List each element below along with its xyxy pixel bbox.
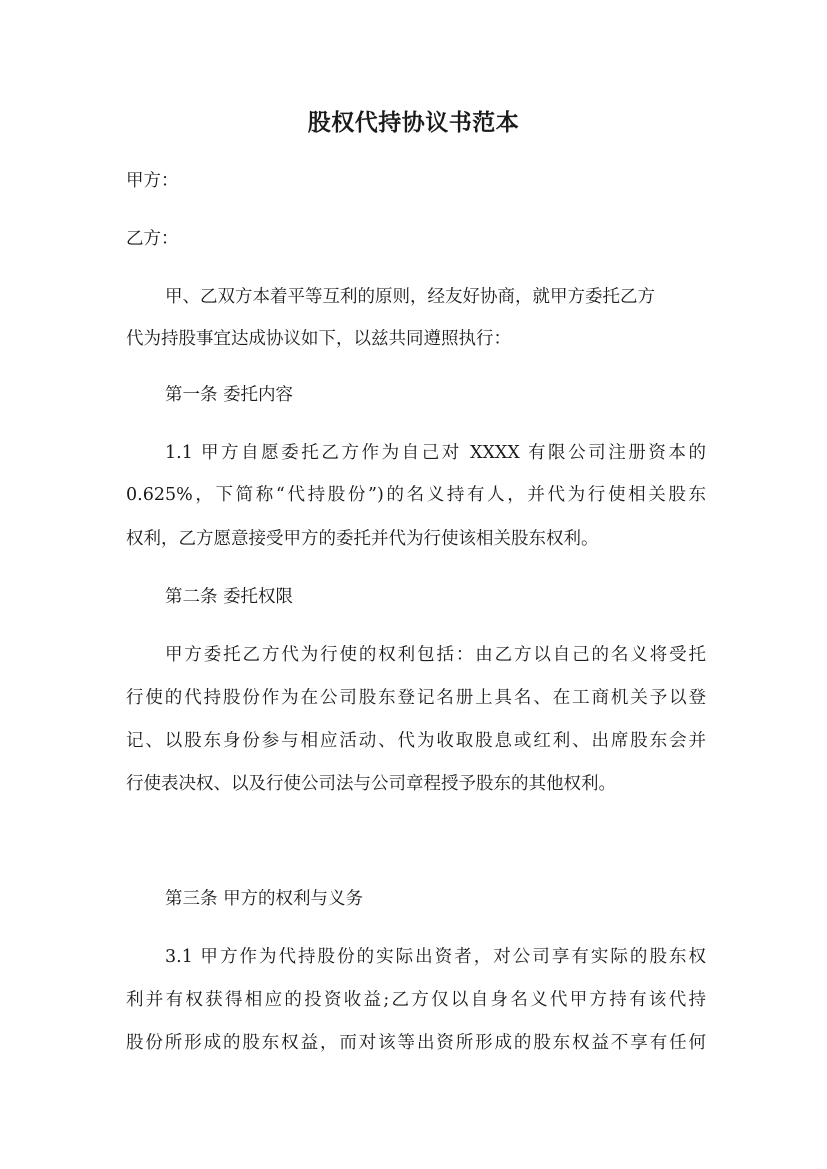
article2-heading: 第二条 委托权限 bbox=[165, 587, 294, 607]
article2-line-1: 甲方委托乙方代为行使的权利包括：由乙方以自己的名义将受托 bbox=[165, 645, 706, 665]
party-a-label: 甲方： bbox=[126, 171, 179, 191]
article1-heading: 第一条 委托内容 bbox=[165, 385, 294, 405]
article2-line-2: 行使的代持股份作为在公司股东登记名册上具名、在工商机关予以登 bbox=[126, 688, 706, 708]
intro-line-1: 甲、乙双方本着平等互利的原则，经友好协商，就甲方委托乙方 bbox=[165, 287, 655, 307]
article2-line-4: 行使表决权、以及行使公司法与公司章程授予股东的其他权利。 bbox=[126, 774, 616, 794]
article1-line-2: 0.625%，下简称“代持股份”)的名义持有人，并代为行使相关股东 bbox=[126, 485, 706, 505]
article3-line-3: 股份所形成的股东权益，而对该等出资所形成的股东权益不享有任何 bbox=[126, 1033, 706, 1053]
article1-line-1: 1.1 甲方自愿委托乙方作为自己对 XXXX 有限公司注册资本的 bbox=[165, 443, 706, 463]
document-title: 股权代持协议书范本 bbox=[307, 109, 520, 136]
article3-line-2: 利并有权获得相应的投资收益;乙方仅以自身名义代甲方持有该代持 bbox=[126, 990, 706, 1010]
article3-heading: 第三条 甲方的权利与义务 bbox=[165, 889, 364, 909]
article3-line-1: 3.1 甲方作为代持股份的实际出资者，对公司享有实际的股东权 bbox=[165, 947, 706, 967]
article2-line-3: 记、以股东身份参与相应活动、代为收取股息或红利、出席股东会并 bbox=[126, 731, 706, 751]
party-b-label: 乙方： bbox=[126, 229, 179, 249]
intro-line-2: 代为持股事宜达成协议如下，以兹共同遵照执行： bbox=[126, 329, 511, 349]
article1-line-3: 权利，乙方愿意接受甲方的委托并代为行使该相关股东权利。 bbox=[126, 529, 599, 549]
